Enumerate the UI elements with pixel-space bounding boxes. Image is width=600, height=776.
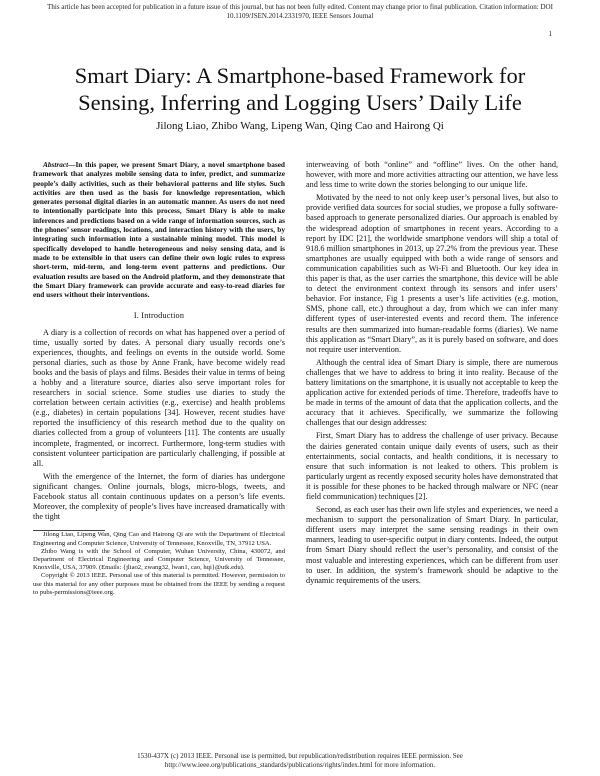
author-list: Jilong Liao, Zhibo Wang, Lipeng Wan, Qing Cao and Hairong Qi [156,120,444,132]
paragraph: Motivated by the need to not only keep user’s personal lives, but also to provide verified data sources for social studies, we propose a fully software-based approach to generate personalized diaries. Our approach is enabled by the widespread adoption of smartphones in recent years. According to a report by IDC [21], the worldwide smartphone vendors will ship a total of 918.6 million smartphones in 2013, up 27.2% from the previous year. These smartphones are usually equipped with both a wide range of sensors and communication capabilities such as Wi-Fi and Bluetooth. Our key idea in this paper is that, as the user carries the smartphone, this device will be able to detect the environment context through its sensors and infer users’ behavior. For instance, Fig 1 presents a user’s life activities (e.g. motion, SMS, phone call, etc.) throughout a day, from which we can infer many different types of user-interested events and record them. The inference results are then summarized into human-readable forms (diaries). We name this application as “Smart Diary”, as it is purely based on software, and does not require user intervention. [306,193,558,354]
footer-line-1: 1530-437X (c) 2013 IEEE. Personal use is permitted, but republication/redistribution requires IEEE permission. See [137,752,463,760]
footer-line-2: http://www.ieee.org/publications_standards/publications/rights/index.html for more information. [164,761,436,769]
paragraph: A diary is a collection of records on what has happened over a period of time, usually sorted by dates. A personal diary usually records one’s experiences, thoughts, and feelings on events in the outside world. Some personal diaries, such as those by Anne Frank, have become widely read books and the basis of plays and films. Besides their value in terms of being a hobby and a literature source, diaries also serve important roles for researchers in social science. Some studies use diaries to study the correlation between certain activities (e.g., exercise) and health problems (e.g., diabetes) in certain populations [34]. However, recent studies have reported the insufficiency of this research method due to the quality on diaries collected from a group of volunteers [11]. The contents are usually incomplete, fragmented, or incorrect. Furthermore, long-term studies with consistent volunteer participation are particularly challenging, if possible at all. [33,327,285,468]
footnote-affiliation-2: Zhibo Wang is with the School of Computer, Wuhan University, China, 430072, and Department of Electrical Engineering and Computer Science, University of Tennessee, Knoxville, USA, 37909. (Emails: {jliao2, zwang32, lwan1, cao, hqi}@utk.edu). [33,547,285,572]
page-number: 1 [548,30,552,38]
paragraph: With the emergence of the Internet, the form of diaries has undergone significant changes. Online journals, blogs, micro-blogs, tweets, and Facebook status all contain continuous updates on a person’s life events. Moreover, the complexity of people’s lives have increased dramatically with the tight [33,471,285,522]
abstract-text: —In this paper, we present Smart Diary, a novel smartphone based framework that analyzes mobile sensing data to infer, predict, and summarize people’s daily activities, such as their behavioral patterns and life styles. Such activities are then used as the basis for knowledge representation, which generates personal digital diaries in an automatic manner. As users do not need to intentionally participate into this process, Smart Diary is able to make inferences and predictions based on a wide range of information sources, such as the phones’ sensor readings, locations, and interaction history with the users, by integrating such information into a sustainable mining model. This model is specifically developed to handle heterogeneous and noisy sensing data, and is made to be extensible in that users can define their own logic rules to express short-term, mid-term, and long-term event patterns and predictions. Our evaluation results are based on the Android platform, and they demonstrate that the Smart Diary framework can provide accurate and easy-to-read diaries for end users without their interventions. [33,160,285,300]
paragraph: First, Smart Diary has to address the challenge of user privacy. Because the dairies generated contain unique daily events of users, such as their entertainments, social contacts, and health conditions, it is necessary to ensure that such information is not leaked to others. This problem is particularly urgent as recently exposed security holes have demonstrated that it is possible for these phones to be hacked through malware or NFC (near field communication) techniques [2]. [306,431,558,501]
abstract [33,160,285,299]
paragraph: Second, as each user has their own life styles and experiences, we need a mechanism to support the personalization of Smart Diary. In particular, different users may interpret the same sensing readings in their own manners, leading to user-specific output in diary contents. Indeed, the output from Smart Diary should reflect the user’s personality, and consist of the most valuable and interesting experiences, which can be different from user to user. In addition, the system’s framework should be adaptive to the dynamic requirements of the users. [306,505,558,585]
left-column [33,160,285,597]
footer-note [0,752,600,770]
paper-title [0,62,600,116]
paragraph: interweaving of both “online” and “offline” lives. On the other hand, however, with more and more activities attracting our attention, we have less and less time to write down the stories belonging to our unique life. [306,160,558,190]
footnote-copyright: Copyright © 2013 IEEE. Personal use of this material is permitted. However, permission to use this material for any other purposes must be obtained from the IEEE by sending a request to pubs-permissions@ieee.org. [33,572,285,596]
abstract-label: Abstract [43,160,69,169]
section-heading-introduction: I. Introduction [133,311,185,321]
footnote-affiliation-1: Jilong Liao, Lipeng Wan, Qing Cao and Hairong Qi are with the Department of Electrical Engineering and Computer Science, University of Tennessee, Knoxville, TN, 37912 USA. [33,531,285,547]
header-note [0,3,600,21]
header-line-1: This article has been accepted for publication in a future issue of this journal, but has not been fully edited. Content may change prior to final publication. Citation information: DOI [47,3,553,11]
right-column [306,160,558,586]
title-line-2: Sensing, Inferring and Logging Users’ Daily Life [78,90,522,115]
header-line-2: 10.1109/JSEN.2014.2331970, IEEE Sensors Journal [226,12,374,20]
paragraph: Although the central idea of Smart Diary is simple, there are numerous challenges that we have to address to bring it into reality. Because of the battery limitations on the smartphone, it is usually not acceptable to keep the application active for extended periods of time. Therefore, tradeoffs have to be made in terms of the amount of data that the application collects, and the accuracy that it achieves. Specifically, we summarize the following challenges that our design addresses: [306,357,558,428]
title-line-1: Smart Diary: A Smartphone-based Framework for [74,63,526,88]
